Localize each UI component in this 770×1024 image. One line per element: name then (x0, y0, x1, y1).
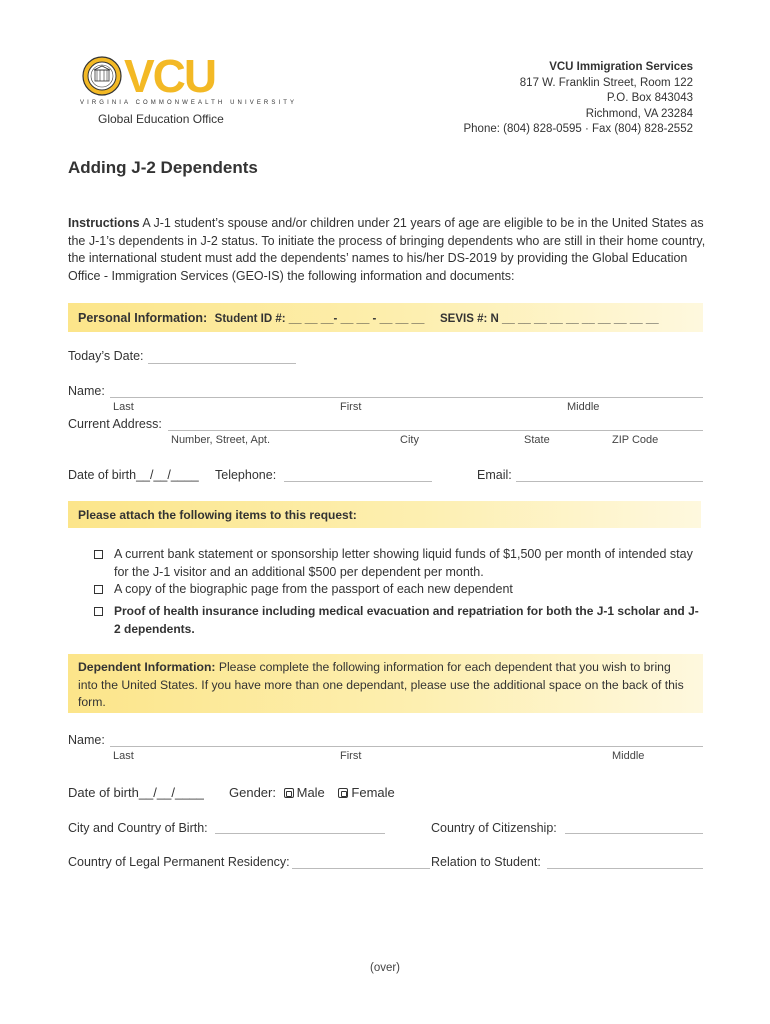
dep-gender-group (229, 785, 395, 800)
contact-phone: Phone: (804) 828-0595 · Fax (804) 828-2552 (463, 123, 693, 136)
contact-address2: P.O. Box 843043 (606, 92, 693, 105)
dep-name-middle-caption: Middle (612, 750, 645, 762)
over-footer: (over) (369, 962, 401, 974)
checklist-item-text: A copy of the biographic page from the passport of each new dependent (114, 582, 513, 596)
checkbox-passport-copy[interactable] (94, 585, 103, 594)
name-first-caption: First (340, 401, 362, 413)
page-title: Adding J-2 Dependents (68, 158, 258, 177)
contact-name: VCU Immigration Services (549, 61, 693, 73)
telephone-input[interactable] (284, 481, 432, 482)
instructions-text: A J-1 student’s spouse and/or children under 21 years of age are eligible to be in the United States as the J-1’s dependents in J-2 status. To initiate the process of bringing dependents who are still in their home country, the international student must add the dependents’ names to his/her DS-2019 by providing the Global Education Office - Immigration Services (GEO-IS) the following information and documents: (68, 216, 706, 283)
checklist-item-text: Proof of health insurance including medical evacuation and repatriation for both the J-1 scholar and J-2 dependents. (114, 604, 699, 636)
city-country-birth-label: City and Country of Birth: (68, 821, 208, 835)
dep-name-last-caption: Last (113, 750, 134, 762)
email-label: Email: (477, 468, 512, 482)
student-id-field[interactable]: Student ID #: __ __ __- __ __ - __ __ __ (214, 313, 425, 325)
addr-street-caption: Number, Street, Apt. (171, 434, 271, 446)
dep-dob-field[interactable]: Date of birth__/__/____ (68, 785, 204, 800)
current-address-label: Current Address: (68, 417, 162, 431)
country-residency-label: Country of Legal Permanent Residency: (68, 855, 290, 869)
current-address-input[interactable] (168, 430, 703, 431)
office-name: Global Education Office (98, 112, 224, 126)
dep-name-input[interactable] (110, 746, 703, 747)
email-input[interactable] (516, 481, 703, 482)
dependent-info-text: Please complete the following information for each dependent that you wish to bring into the United States. If you have more than one dependant, please use the additional space on the back of this form. (78, 660, 684, 709)
name-label: Name: (68, 384, 105, 398)
addr-zip-caption: ZIP Code (612, 434, 659, 446)
contact-block (463, 60, 693, 138)
name-last-caption: Last (113, 401, 134, 413)
todays-date-label: Today’s Date: (68, 349, 144, 363)
gender-male-checkbox[interactable] (284, 788, 294, 798)
addr-city-caption: City (400, 434, 419, 446)
addr-state-caption: State (524, 434, 550, 446)
gender-female-checkbox[interactable] (338, 788, 348, 798)
personal-info-label: Personal Information: (78, 311, 208, 325)
dependent-info-paragraph (78, 659, 688, 712)
gender-female-label: Female (351, 785, 395, 800)
checkbox-bank-statement[interactable] (94, 550, 103, 559)
gender-label: Gender: (229, 785, 276, 800)
gender-male-label: Male (296, 785, 325, 800)
dependent-info-heading: Dependent Information: (78, 660, 216, 674)
relation-label: Relation to Student: (431, 855, 541, 869)
country-citizenship-input[interactable] (565, 833, 703, 834)
dob-field[interactable]: Date of birth__/__/____ (68, 468, 199, 482)
vcu-wordmark: VCU (124, 50, 216, 102)
checklist-item-text: A current bank statement or sponsorship letter showing liquid funds of $1,500 per month of intended stay for the J-1 visitor and an additional $500 per dependent per month. (114, 547, 693, 579)
personal-info-heading (78, 311, 424, 325)
vcu-seal-logo (82, 56, 122, 96)
sevis-field[interactable]: SEVIS #: N __ __ __ __ __ __ __ __ __ __ (440, 313, 659, 325)
contact-address1: 817 W. Franklin Street, Room 122 (519, 76, 693, 89)
name-input[interactable] (110, 397, 703, 398)
city-country-birth-input[interactable] (215, 833, 385, 834)
name-middle-caption: Middle (567, 401, 600, 413)
relation-input[interactable] (547, 868, 703, 869)
country-citizenship-label: Country of Citizenship: (431, 821, 557, 835)
contact-city: Richmond, VA 23284 (585, 107, 693, 120)
attach-heading: Please attach the following items to this request: (78, 508, 357, 522)
instructions-label: Instructions (68, 216, 140, 230)
dep-name-first-caption: First (340, 750, 362, 762)
university-name: VIRGINIA COMMONWEALTH UNIVERSITY (80, 100, 298, 106)
todays-date-input[interactable] (148, 363, 296, 364)
instructions-paragraph (68, 215, 708, 285)
checkbox-health-insurance[interactable] (94, 607, 103, 616)
dep-name-label: Name: (68, 733, 105, 747)
telephone-label: Telephone: (215, 468, 277, 482)
country-residency-input[interactable] (292, 868, 430, 869)
